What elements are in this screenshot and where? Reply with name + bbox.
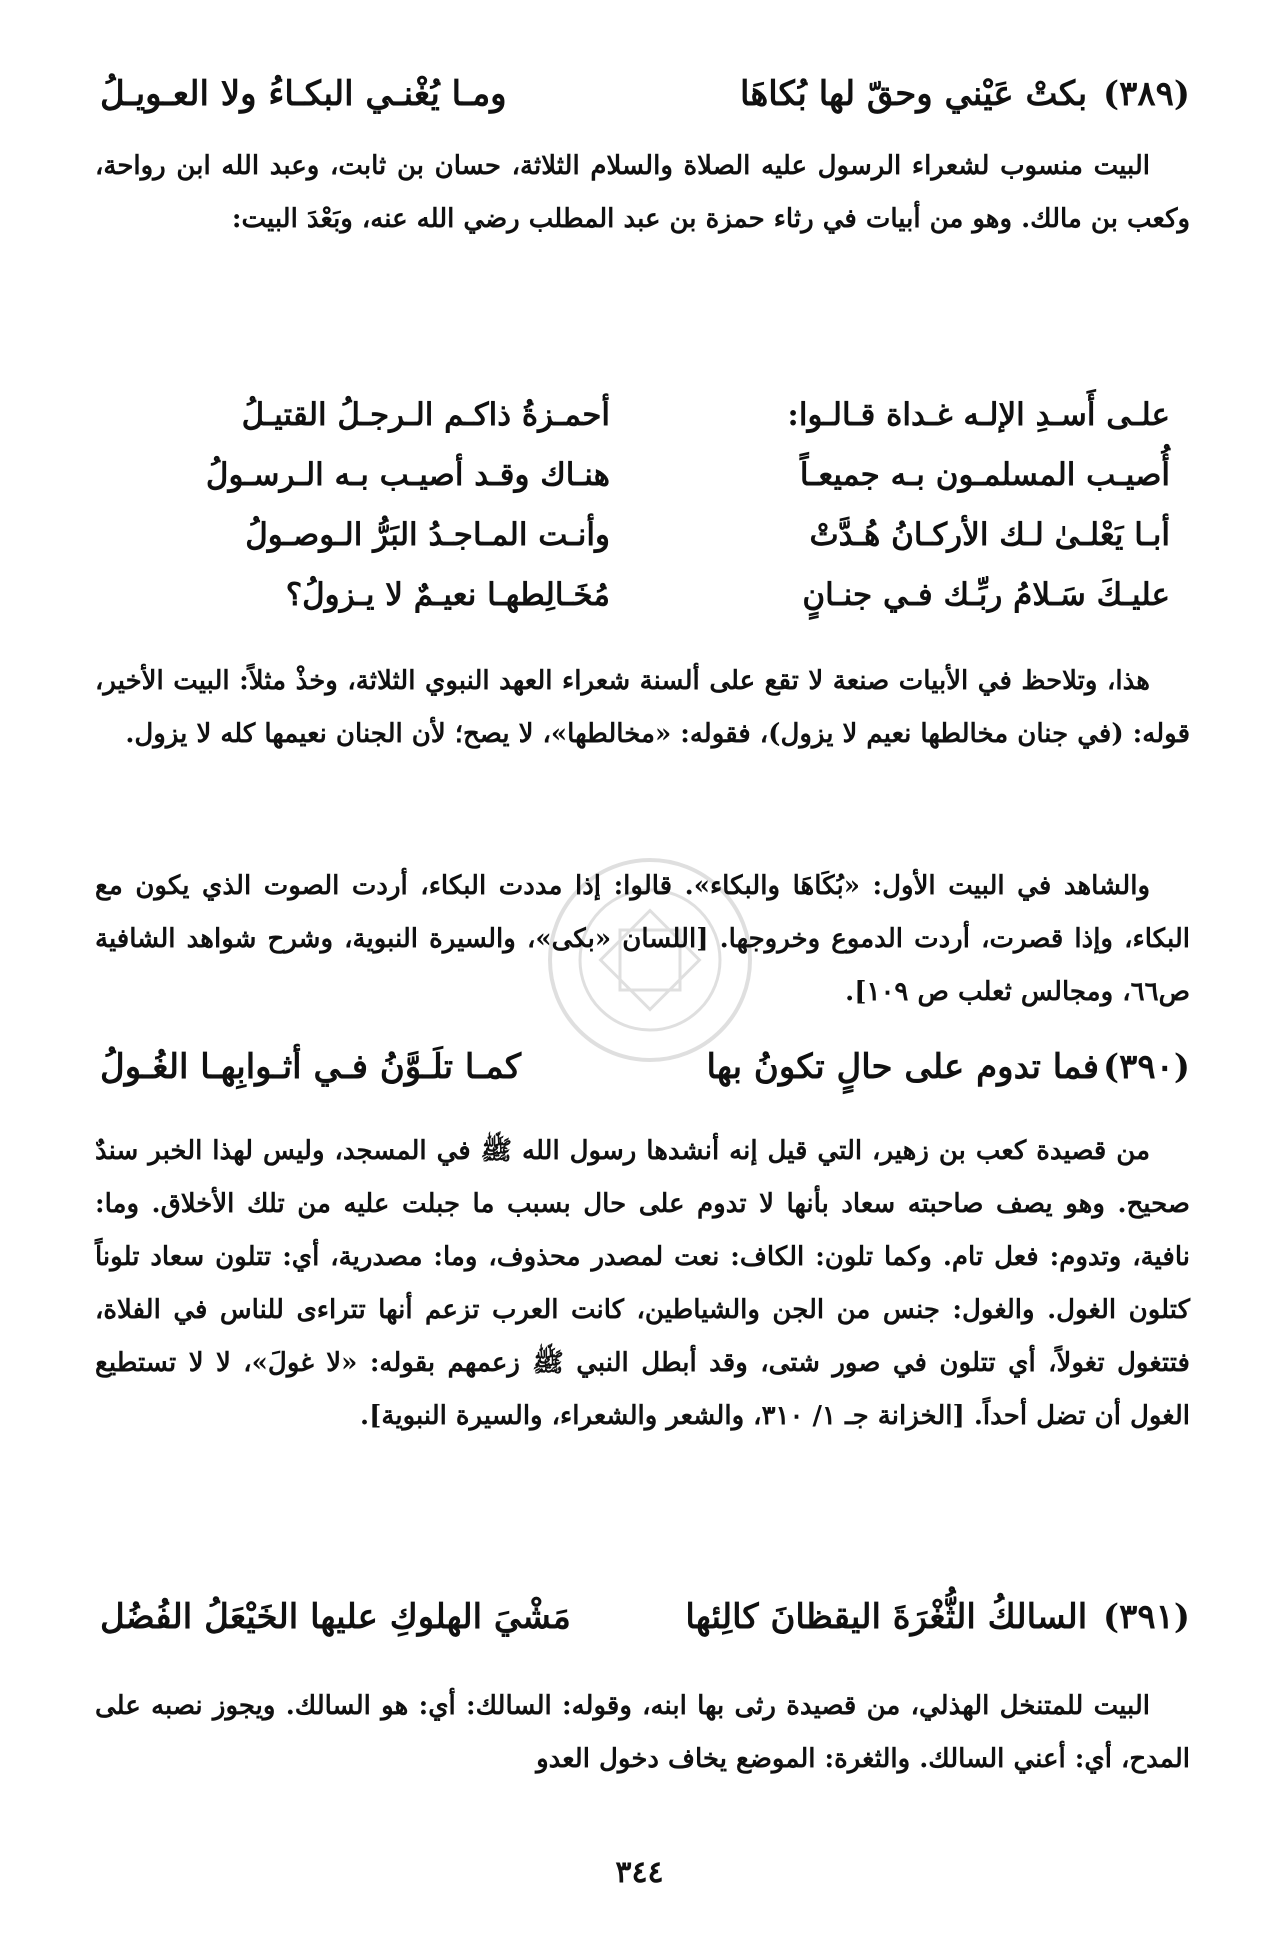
verse-389-first-text: بكتْ عَيْني وحقّ لها بُكاهَا bbox=[739, 74, 1088, 114]
poem-line-1-second: أحمـزةُ ذاكـم الـرجـلُ القتيـلُ bbox=[241, 397, 610, 433]
verse-389-second-hemistich: ومـا يُغْنـي البكـاءُ ولا العـويـلُ bbox=[100, 74, 507, 114]
commentary-text-2: هذا، وتلاحظ في الأبيات صنعة لا تقع على ألسنة شعراء العهد النبوي الثلاثة، وخذْ مثلاً: البيت الأخير، قوله: (في جنان مخالطها نعيم لا يزول)، فقوله: «مخالطها»، لا يصح؛ لأن الجنان نعيمها كله لا يزول. bbox=[95, 666, 1190, 749]
poem-line-2-first: أُصيـب المسلمـون بـه جميعـاً bbox=[799, 457, 1170, 493]
poem-line bbox=[110, 445, 1170, 505]
verse-389 bbox=[100, 72, 1190, 116]
poem-line bbox=[110, 565, 1170, 625]
verse-391-second-hemistich: مَشْيَ الهلوكِ عليها الخَيْعَلُ الفُضُل bbox=[100, 1597, 571, 1637]
verse-390-first-hemistich bbox=[707, 1045, 1190, 1089]
elegy-poem bbox=[110, 385, 1170, 625]
commentary-paragraph-3 bbox=[95, 860, 1190, 1019]
poem-line bbox=[110, 385, 1170, 445]
verse-389-number: (٣٨٩) bbox=[1103, 74, 1190, 114]
poem-line-2-second: هنـاك وقـد أصيـب بـه الـرسـولُ bbox=[205, 457, 610, 493]
page-number: ٣٤٤ bbox=[615, 1855, 664, 1890]
commentary-paragraph-4 bbox=[95, 1125, 1190, 1443]
poem-line-1-first: علـى أَسـدِ الإلـه غـداة قـالـوا: bbox=[787, 397, 1170, 433]
commentary-paragraph-5 bbox=[95, 1680, 1190, 1786]
poem-line bbox=[110, 505, 1170, 565]
commentary-paragraph-2 bbox=[95, 655, 1190, 761]
commentary-text-5: البيت للمتنخل الهذلي، من قصيدة رثى بها ابنه، وقوله: السالك: أي: هو السالك. ويجوز نصبه على المدح، أي: أعني السالك. والثغرة: الموضع يخاف دخول العدو bbox=[95, 1691, 1190, 1774]
commentary-text-1: البيت منسوب لشعراء الرسول عليه الصلاة والسلام الثلاثة، حسان بن ثابت، وعبد الله ابن رواحة، وكعب بن مالك. وهو من أبيات في رثاء حمزة بن عبد المطلب رضي الله عنه، وبَعْدَ البيت: bbox=[95, 151, 1190, 234]
commentary-text-4: من قصيدة كعب بن زهير، التي قيل إنه أنشدها رسول الله ﷺ في المسجد، وليس لهذا الخبر سندٌ صحيح. وهو يصف صاحبته سعاد بأنها لا تدوم على حال بسبب ما جبلت عليه من تلك الأخلاق. وما: نافية، وتدوم: فعل تام. وكما تلون: الكاف: نعت لمصدر محذوف، وما: مصدرية، أي: تتلون سعاد تلوناً كتلون الغول. والغول: جنس من الجن والشياطين، كانت العرب تزعم أنها تتراءى للناس في الفلاة، فتتغول تغولاً، أي تتلون في صور شتى، وقد أبطل النبي ﷺ زعمهم بقوله: «لا غولَ»، لا لا تستطيع الغول أن تضل أحداً. [الخزانة جـ ١/ ٣١٠، والشعر والشعراء، والسيرة النبوية]. bbox=[95, 1136, 1190, 1431]
verse-391-first-text: السالكُ الثُّغْرَةَ اليقظانَ كالِئها bbox=[685, 1597, 1088, 1637]
poem-line-4-second: مُخَـالِطهـا نعيـمٌ لا يـزولُ؟ bbox=[285, 577, 610, 613]
verse-390-first-text: فما تدوم على حالٍ تكونُ بها bbox=[706, 1047, 1100, 1087]
verse-391-number: (٣٩١) bbox=[1103, 1597, 1190, 1637]
poem-line-3-first: أبـا يَعْلـىٰ لـك الأركـانُ هُـدَّتْ bbox=[809, 517, 1170, 553]
verse-391 bbox=[100, 1595, 1190, 1639]
commentary-paragraph-1 bbox=[95, 140, 1190, 246]
verse-389-first-hemistich bbox=[740, 72, 1190, 116]
commentary-text-3: والشاهد في البيت الأول: «بُكَاهَا والبكاء». قالوا: إذا مددت البكاء، أردت الصوت الذي يكون مع البكاء، وإذا قصرت، أردت الدموع وخروجها. [اللسان «بكى»، والسيرة النبوية، وشرح شواهد الشافية ص٦٦، ومجالس ثعلب ص ١٠٩]. bbox=[95, 871, 1190, 1007]
poem-line-4-first: عليـكَ سَـلامُ ربِّـك فـي جنـانٍ bbox=[802, 577, 1170, 613]
verse-390-number: (٣٩٠) bbox=[1103, 1047, 1190, 1087]
verse-390 bbox=[100, 1045, 1190, 1089]
poem-line-3-second: وأنـت المـاجـدُ البَرُّ الـوصـولُ bbox=[245, 517, 610, 553]
verse-391-first-hemistich bbox=[685, 1595, 1190, 1639]
verse-390-second-hemistich: كمـا تلَـوَّنُ فـي أثـوابِهـا الغُـولُ bbox=[100, 1047, 522, 1087]
